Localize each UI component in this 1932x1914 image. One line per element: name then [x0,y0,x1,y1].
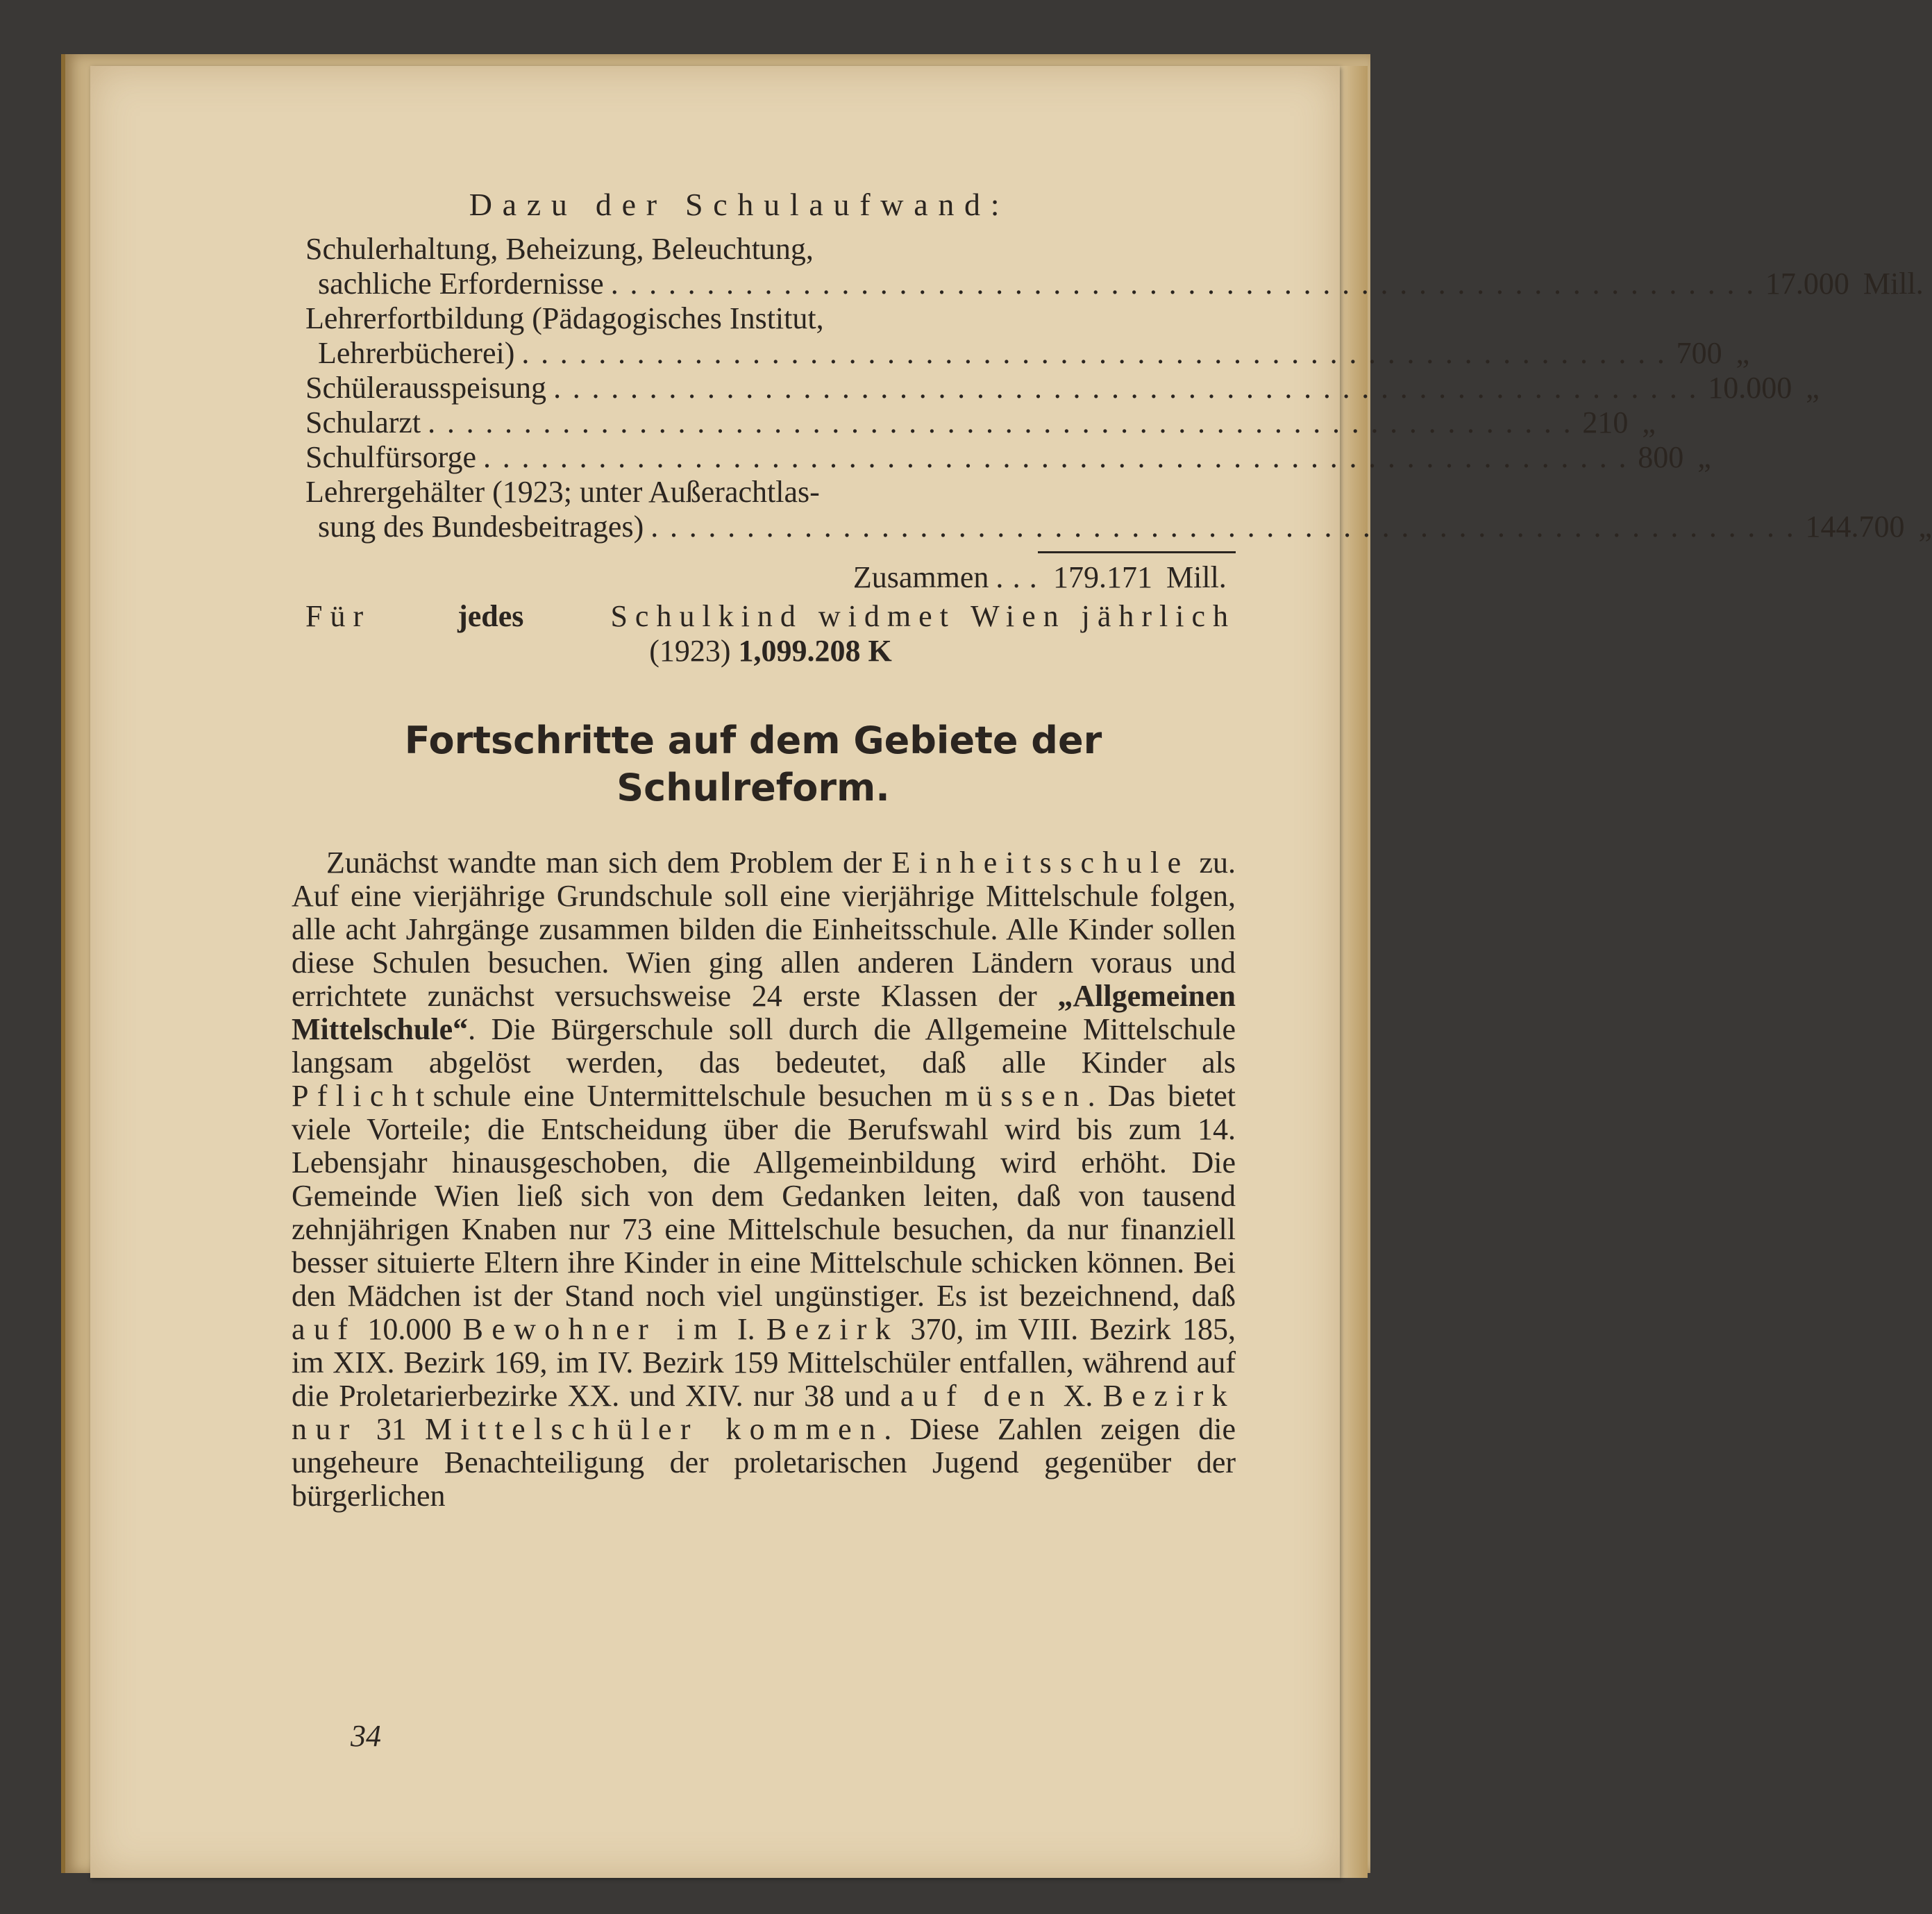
spaced-emphasis: Mittelschüler kommen [425,1412,884,1446]
dot-leader: ............................................................ [650,510,1806,544]
text-run: Zunächst wandte man sich dem Problem der [326,846,892,880]
expense-label: Schülerausspeisung [305,371,547,405]
spaced-emphasis: auf den [900,1379,1054,1413]
total-row [305,560,1236,595]
expense-label: Lehrerbücherei) [318,336,515,370]
page-number: 34 [351,1719,381,1753]
expense-amount: 700 [1676,336,1722,370]
expense-row [305,371,1820,405]
text-run: . Die Bürgerschule soll durch die Allgemeine Mittelschule langsam abgelöst werden, das bedeutet, daß alle Kinder als [292,1012,1236,1080]
expense-row [305,440,1711,475]
spaced-emphasis: Bewohner im [462,1312,726,1346]
expense-unit: „ [1642,405,1656,439]
dot-leader: ............................................................ [521,336,1677,370]
total-label: Zusammen [852,560,989,594]
spaced-emphasis: Einheitsschule [891,846,1190,880]
expense-row [305,232,1924,301]
text-run: 370, im VIII. Bezirk 185, im XIX. Bezirk 169, im IV. Bezirk 159 Mittelschüler entfallen, während auf die Proletarierbezirke XX. und XIV. nur 38 und [292,1312,1236,1413]
text-run: zu. Auf eine vierjährige Grundschule soll eine vierjährige Mittelschule folgen, alle acht Jahrgänge zusammen bilden die Einheitsschule. Alle Kinder sollen diese Schulen besuchen. Wien ging allen anderen Ländern voraus und errichtete zunächst versuchsweise 24 erste Klassen der [292,846,1236,1013]
spaced-emphasis: auf [292,1312,357,1346]
expense-unit: „ [1918,510,1932,544]
expense-row [305,301,1750,371]
expense-label-line1: Lehrergehälter (1923; unter Außerachtlas- [305,475,820,509]
per-child-middle: Schulkind widmet Wien jährlich [610,599,1236,633]
dot-leader: ............................................................ [428,405,1583,439]
per-child-year: (1923) [649,634,731,668]
total-unit: Mill. [1166,560,1227,594]
text-run: . Diese Zahlen zeigen die ungeheure Benachteiligung der proletarischen Jugend gegenüber der bürgerlichen [292,1412,1236,1513]
expense-table [305,232,1932,544]
total-leader: ... [996,560,1046,594]
text-run: I. [725,1312,766,1346]
dot-leader: ............................................................ [483,440,1638,474]
expense-label: sung des Bundesbeitrages) [318,510,644,544]
text-run: . Das bietet viele Vorteile; die Entscheidung über die Berufswahl wird bis zum 14. Lebensjahr hinausgeschoben, die Allgemeinbildung wird erhöht. Die Gemeinde Wien ließ sich von dem Gedanken leiten, daß von tausend zehnjährigen Knaben nur 73 eine Mittelschule besuchen, da nur finanziell besser situierte Eltern ihre Kinder in eine Mittelschule schicken können. Bei den Mädchen ist der Stand noch viel ungünstiger. Es ist bezeichnend, daß [292,1079,1236,1313]
per-child-prefix: Für [305,599,371,633]
expense-amount: 10.000 [1708,371,1792,405]
dot-leader: ............................................................ [553,371,1708,405]
text-run: X. [1053,1379,1103,1413]
page-content [292,187,1932,1513]
body-paragraph [292,846,1236,1513]
spaced-emphasis: Pflicht [292,1079,433,1113]
expense-label: Schularzt [305,405,421,439]
expense-unit: „ [1697,440,1711,474]
spaced-emphasis: müssen [944,1079,1088,1113]
sum-rule [1038,551,1236,553]
bold-emphasis: „Allgemeinen Mittelschule“ [292,979,1236,1046]
text-run: 10.000 [356,1312,463,1346]
expense-label: sachliche Erfordernisse [318,267,604,301]
expense-amount: 17.000 [1765,267,1849,301]
spaced-emphasis: Bezirk [766,1312,900,1346]
expense-unit: „ [1736,336,1750,370]
section-title: Fortschritte auf dem Gebiete der Schulreform. [404,719,1102,809]
text-run: 31 [358,1412,426,1446]
expense-label-line1: Schulerhaltung, Beheizung, Beleuchtung, [305,232,814,266]
expense-label-line1: Lehrerfortbildung (Pädagogisches Institut, [305,301,824,335]
expense-heading: Dazu der Schulaufwand: [469,187,1010,222]
expense-unit: Mill. [1863,267,1924,301]
per-child-emphasis: jedes [457,599,524,633]
dot-leader: ............................................................ [610,267,1765,301]
text-run: schule eine Untermittelschule besuchen [432,1079,945,1113]
expense-row [305,405,1656,440]
per-child-statement [305,599,1236,669]
expense-row [305,475,1932,544]
expense-amount: 800 [1638,440,1684,474]
expense-label: Schulfürsorge [305,440,477,474]
spaced-emphasis: Bezirk nur [292,1379,1236,1446]
expense-unit: „ [1806,371,1820,405]
expense-amount: 210 [1582,405,1629,439]
per-child-amount: 1,099.208 K [738,634,892,668]
total-amount: 179.171 [1053,560,1152,594]
expense-amount: 144.700 [1805,510,1905,544]
